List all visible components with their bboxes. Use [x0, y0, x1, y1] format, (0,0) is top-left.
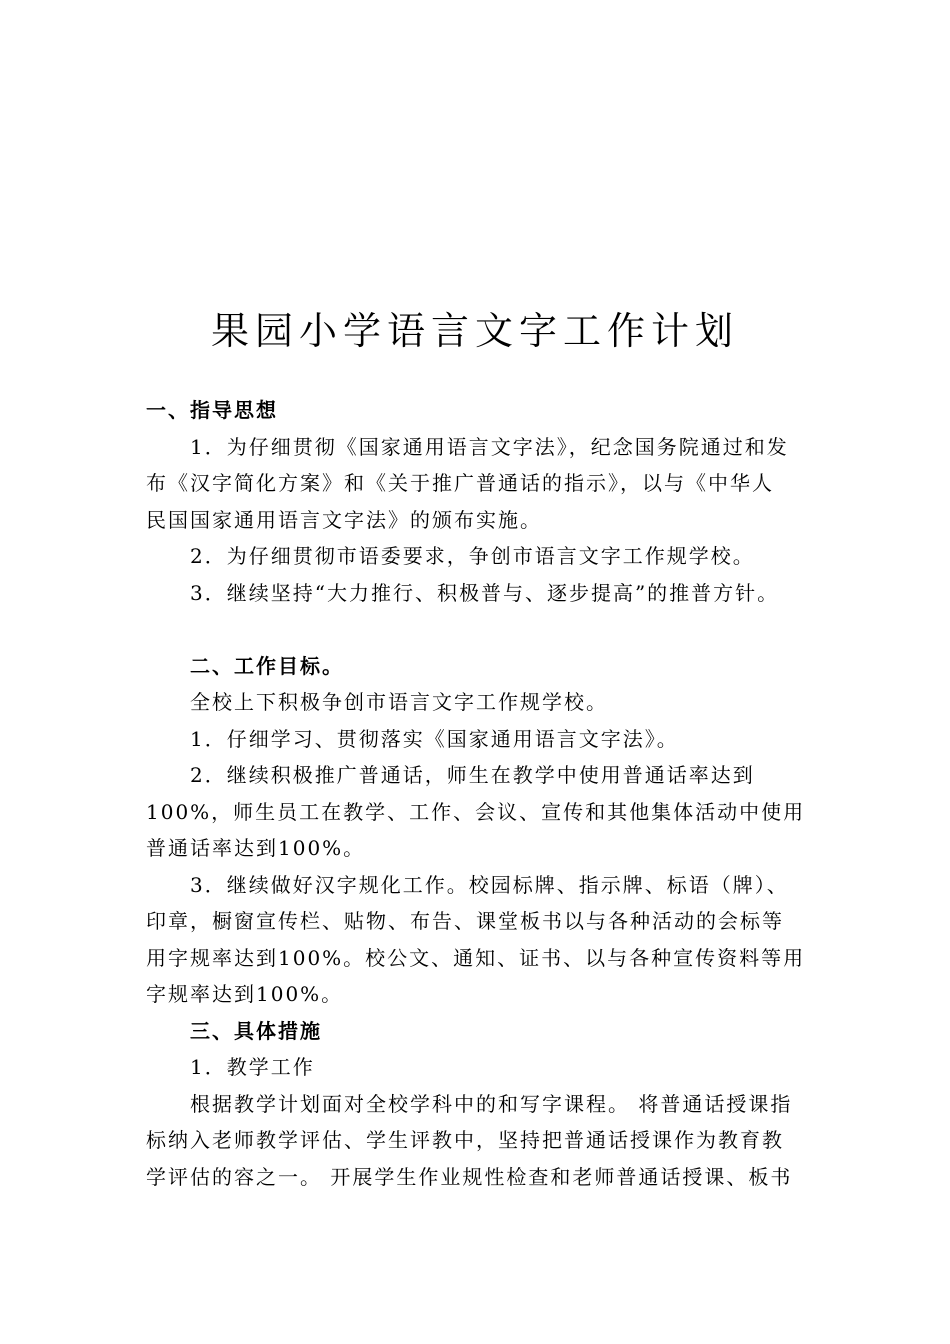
body-line: 2．继续积极推广普通话，师生在教学中使用普通话率达到	[190, 763, 755, 787]
section-heading: 二、工作目标。	[190, 653, 344, 678]
body-line: 1．为仔细贯彻《国家通用语言文字法》，纪念国务院通过和发	[190, 434, 789, 459]
body-line: 3．继续做好汉字规化工作。校园标牌、指示牌、标语（牌）、	[190, 872, 789, 897]
body-line: 印章，橱窗宣传栏、贴物、布告、课堂板书以与各种活动的会标等	[146, 909, 784, 933]
body-line: 2．为仔细贯彻市语委要求，争创市语言文字工作规学校。	[190, 544, 755, 568]
body-line: 民国国家通用语言文字法》的颁布实施。	[146, 507, 542, 532]
document-title: 果园小学语言文字工作计划	[210, 309, 739, 353]
body-line: 根据教学计划面对全校学科中的和写字课程。 将普通话授课指	[190, 1091, 793, 1116]
blank-line	[146, 611, 806, 648]
section-heading: 三、具体措施	[190, 1018, 322, 1043]
body-line: 1．仔细学习、贯彻落实《国家通用语言文字法》。	[190, 726, 679, 751]
body-line: 学评估的容之一。 开展学生作业规性检查和老师普通话授课、板书	[146, 1164, 793, 1189]
body-line: 全校上下积极争创市语言文字工作规学校。	[190, 690, 608, 714]
document-body	[146, 392, 806, 1195]
body-line: 普通话率达到100%。	[146, 836, 366, 860]
body-line: 标纳入老师教学评估、学生评教中，坚持把普通话授课作为教育教	[146, 1128, 784, 1152]
body-line: 用字规率达到100%。校公文、通知、证书、以与各种宣传资料等用	[146, 945, 806, 970]
body-line: 布《汉字简化方案》和《关于推广普通话的指示》，以与《中华人	[146, 471, 774, 495]
body-line: 100%，师生员工在教学、工作、会议、宣传和其他集体活动中使用	[146, 799, 806, 824]
body-line: 1．教学工作	[190, 1055, 315, 1079]
body-line: 3．继续坚持“大力推行、积极普与、逐步提高”的推普方针。	[190, 580, 780, 605]
section-heading: 一、指导思想	[146, 398, 278, 422]
body-line: 字规率达到100%。	[146, 982, 344, 1006]
